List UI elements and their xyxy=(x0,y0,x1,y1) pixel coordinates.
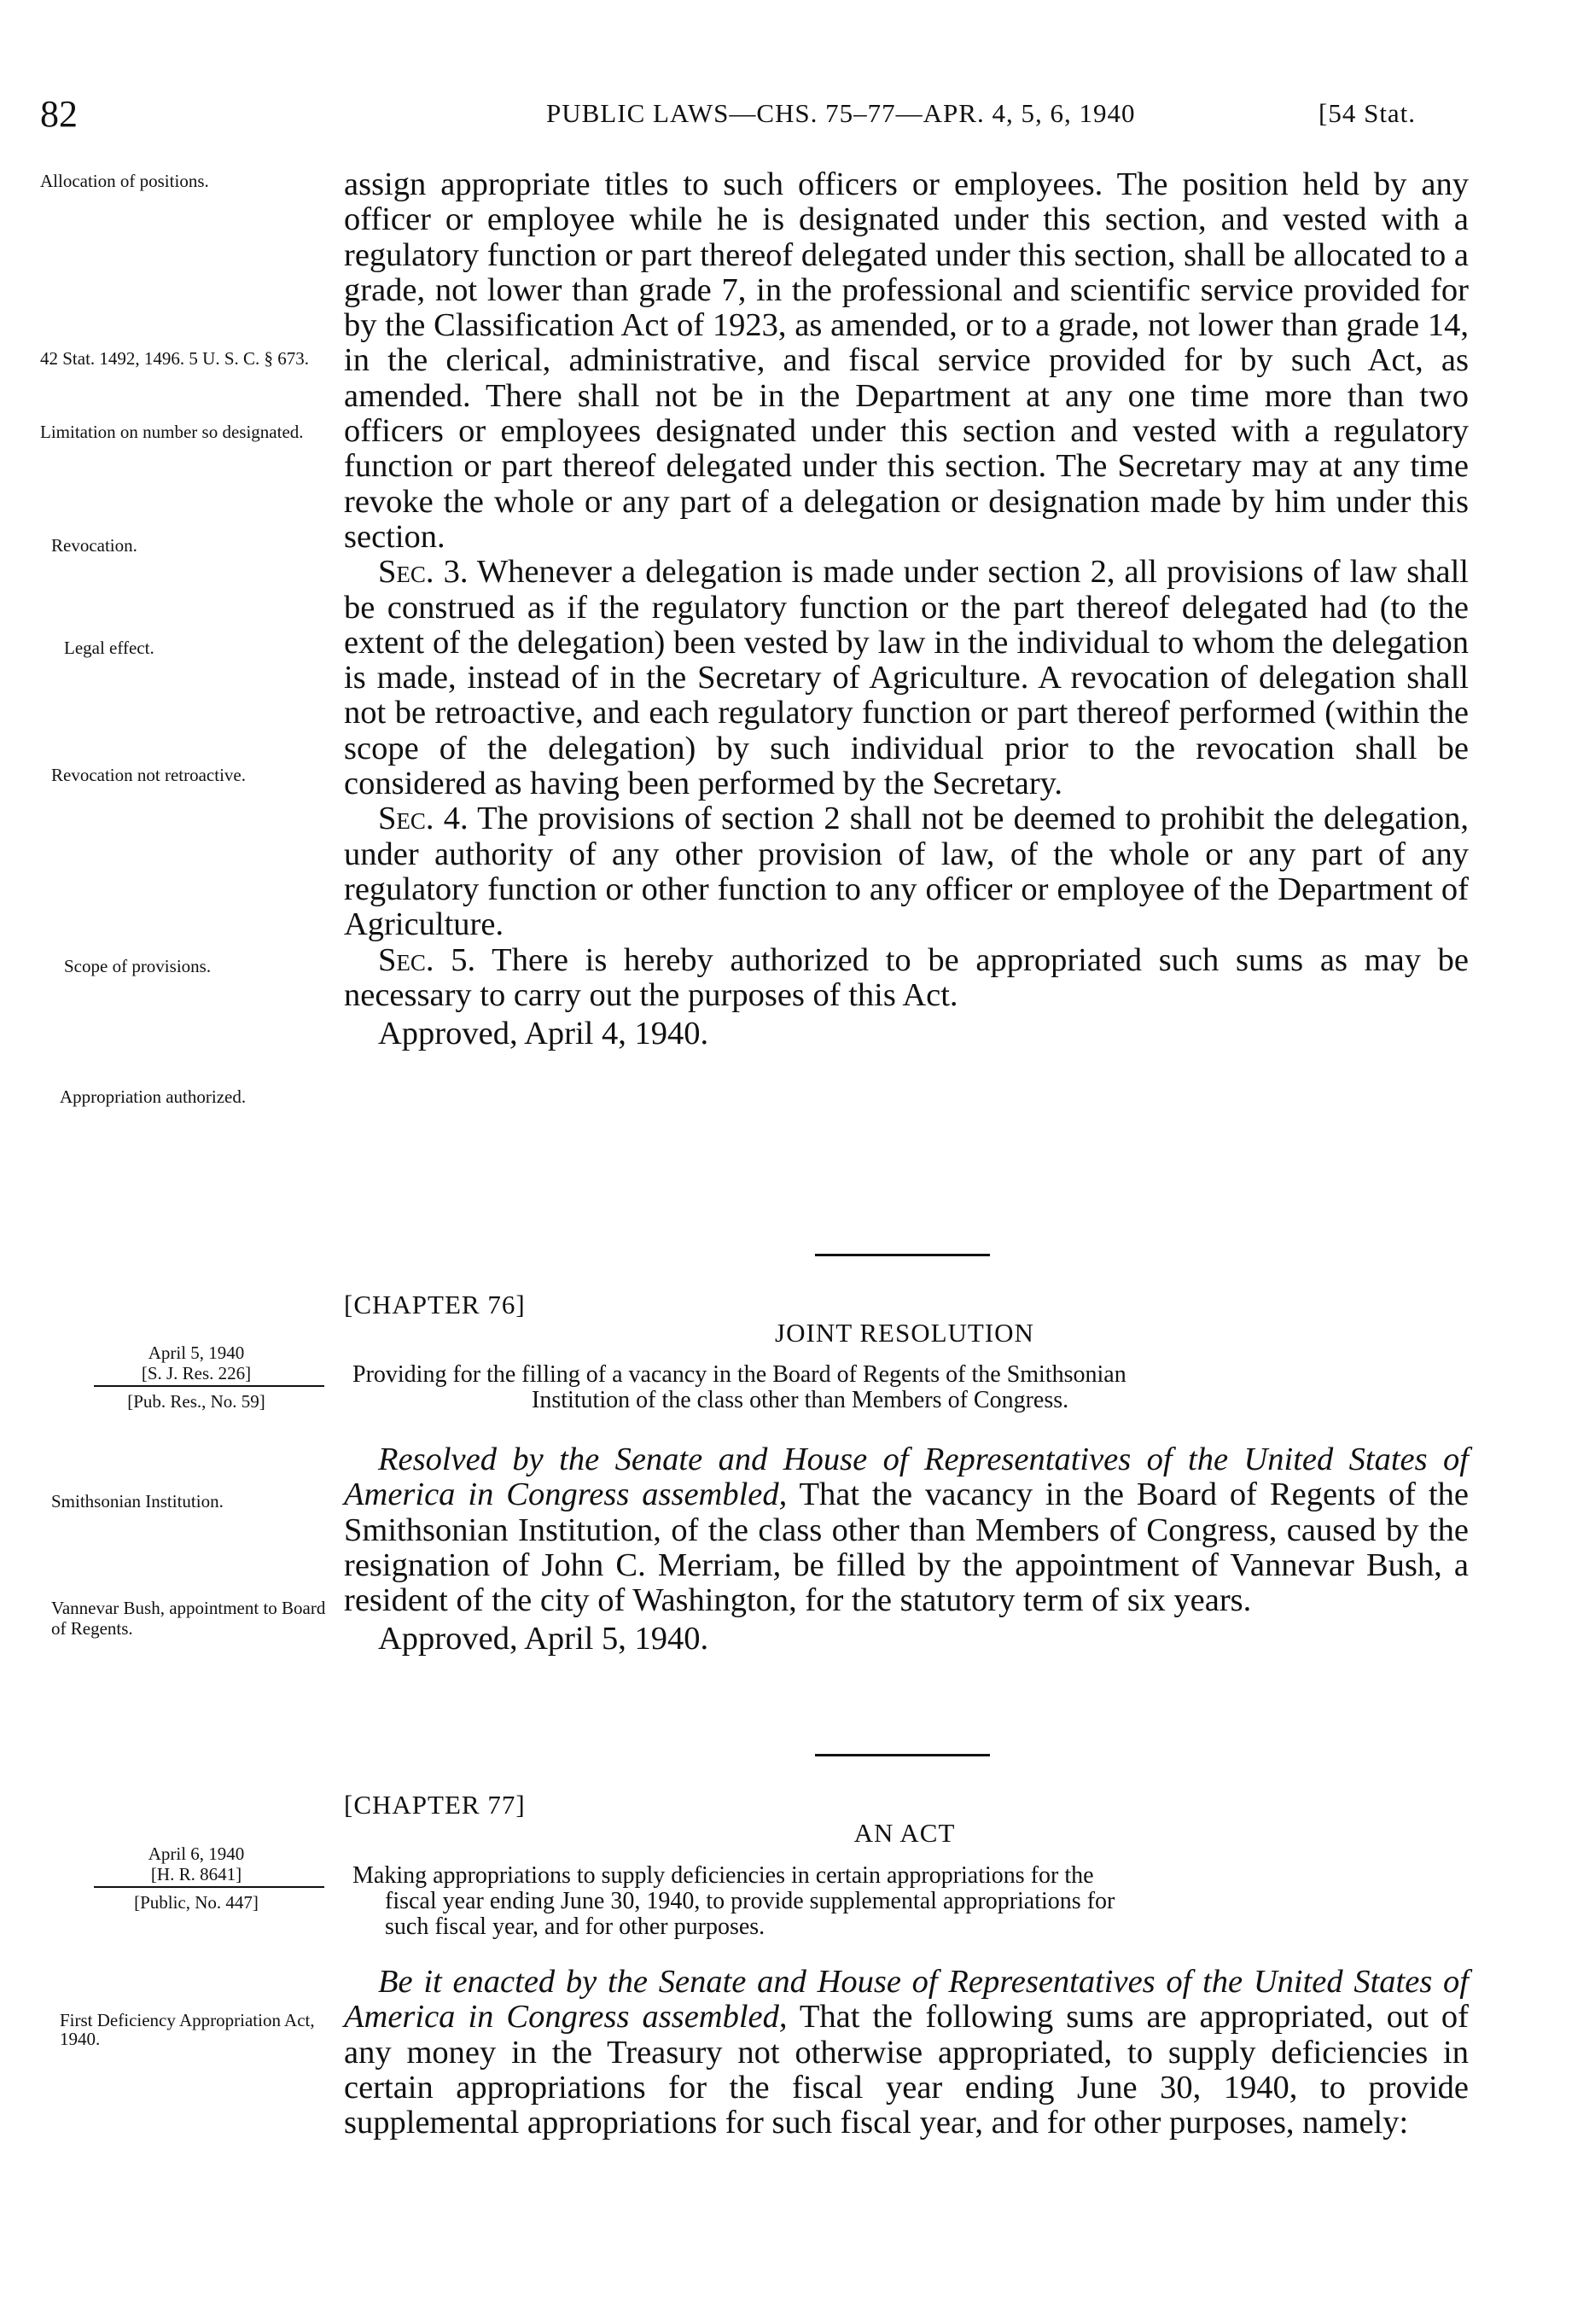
margin-note-not-retroactive: Revocation not retroactive. xyxy=(51,765,246,785)
ch76-resolution xyxy=(344,1442,1469,1618)
margin-note-statute-ref: 42 Stat. 1492, 1496. 5 U. S. C. § 673. xyxy=(40,348,310,369)
ch76-resolved-clause: Resolved by the Senate and House of Representatives of the United States of America in Congress assembled, xyxy=(344,1442,1469,1513)
margin-note-smithsonian: Smithsonian Institution. xyxy=(51,1491,224,1511)
sec4-text: The provisions of section 2 shall not be deemed to prohibit the delegation, under authority of any other provision of law, of the whole or any part of any regulatory function or other function to any officer or employee of the Department of Agriculture. xyxy=(344,801,1469,943)
running-head: PUBLIC LAWS—CHS. 75–77—APR. 4, 5, 6, 1940 xyxy=(546,98,1136,128)
chapter-76-heading: [CHAPTER 76] xyxy=(344,1290,526,1319)
ch75-section-3 xyxy=(344,555,1469,801)
ch77-bill: [H. R. 8641] xyxy=(150,1864,242,1884)
ch76-date: April 5, 1940 xyxy=(148,1343,245,1363)
margin-note-allocation: Allocation of positions. xyxy=(40,171,209,191)
sec5-text: There is hereby authorized to be appropriated such sums as may be necessary to carry out the purposes of this Act. xyxy=(344,941,1469,1013)
chapter-77-heading: [CHAPTER 77] xyxy=(344,1790,526,1820)
ch77-margin-rule xyxy=(94,1886,324,1888)
chapter-75-text xyxy=(344,167,1469,1051)
section-divider-1 xyxy=(815,1254,990,1256)
margin-note-first-deficiency: First Deficiency Appropriation Act, 1940. xyxy=(60,2010,315,2049)
chapter-77-text xyxy=(344,1965,1469,2141)
ch76-purpose-line-1: Providing for the filling of a vacancy in the Board of Regents of the Smithsonian xyxy=(352,1361,1126,1388)
chapter-76-doc-type: JOINT RESOLUTION xyxy=(775,1318,1034,1348)
sec5-label: Sec. 5. xyxy=(378,941,476,978)
ch76-approved: Approved, April 5, 1940. xyxy=(378,1621,709,1657)
chapter-77-doc-type: AN ACT xyxy=(853,1818,956,1848)
ch75-paragraph-1: assign appropriate titles to such officers or employees. The position held by any officer or employee while he is designated under this section, and vested with a regulatory function or part thereof delegated under this section, shall be allocated to a grade, not lower than grade 7, in the professional and scientific service provided for by the Classification Act of 1923, as amended, or to a grade, not lower than grade 14, in the clerical, administrative, and fiscal service provided for by such Act, as amended. There shall not be in the Department at any one time more than two officers or employees designated under this section and vested with a regulatory function or part thereof delegated under this section. The Secretary may at any time revoke the whole or any part of a delegation or designation made by him under this section. xyxy=(344,166,1469,555)
ch77-purpose xyxy=(352,1863,1470,1940)
ch75-section-4 xyxy=(344,801,1469,942)
section-divider-2 xyxy=(815,1754,990,1756)
ch77-enactment-text: That the following sums are appropriated, out of any money in the Treasury not otherwise appropriated, to supply deficiencies in certain appropriations for the fiscal year ending June 30, 1940, to provide supplemental appropriations for such fiscal year, and for other purposes, namely: xyxy=(344,1999,1469,2141)
margin-note-legal-effect: Legal effect. xyxy=(64,638,154,658)
ch76-margin-rule xyxy=(94,1385,324,1387)
ch77-purpose-line-2: fiscal year ending June 30, 1940, to provide supplemental appropriations for xyxy=(385,1888,1115,1914)
chapter-76-text xyxy=(344,1442,1469,1657)
ch77-purpose-line-3: such fiscal year, and for other purposes. xyxy=(385,1913,765,1940)
margin-note-vannevar: Vannevar Bush, appointment to Board of Regents. xyxy=(51,1598,326,1639)
ch77-purpose-line-1: Making appropriations to supply deficiencies in certain appropriations for the xyxy=(352,1862,1094,1889)
ch76-purpose xyxy=(352,1362,1470,1413)
margin-note-scope: Scope of provisions. xyxy=(64,956,212,976)
ch77-enactment xyxy=(344,1965,1469,2141)
margin-note-limitation: Limitation on number so designated. xyxy=(40,422,304,442)
sec3-text: Whenever a delegation is made under section 2, all provisions of law shall be construed as if the regulatory function or the part thereof delegated had (to the extent of the delegation) been vested by law in the individual to whom the delegation is made, instead of in the Secretary of Agriculture. A revocation of delegation shall not be retroactive, and each regulatory function or part thereof performed (within the scope of the delegation) by such individual prior to the revocation shall be considered as having been performed by the Secretary. xyxy=(344,554,1469,802)
page-number: 82 xyxy=(40,93,78,135)
ch76-resolution-text: That the vacancy in the Board of Regents of the Smithsonian Institution, of the class other than Members of Congress, caused by the resignation of John C. Merriam, be filled by the appointment of Vannevar Bush, a resident of the city of Washington, for the statutory term of six years. xyxy=(344,1477,1469,1619)
ch77-date: April 6, 1940 xyxy=(148,1843,245,1864)
ch77-enacting-clause: Be it enacted by the Senate and House of Representatives of the United States of America in Congress assembled, xyxy=(344,1964,1469,2036)
ch76-purpose-line-2: Institution of the class other than Members of Congress. xyxy=(532,1387,1069,1413)
ch76-bill: [S. J. Res. 226] xyxy=(141,1363,252,1383)
margin-note-revocation: Revocation. xyxy=(51,535,137,556)
ch75-approved: Approved, April 4, 1940. xyxy=(378,1016,709,1052)
ch77-pub: [Public, No. 447] xyxy=(134,1892,259,1913)
sec4-label: Sec. 4. xyxy=(378,801,469,837)
ch75-section-5 xyxy=(344,943,1469,1014)
margin-note-appropriation: Appropriation authorized. xyxy=(60,1086,247,1107)
ch76-pub: [Pub. Res., No. 59] xyxy=(127,1391,265,1412)
sec3-label: Sec. 3. xyxy=(378,554,469,591)
statute-reference: [54 Stat. xyxy=(1318,98,1417,128)
